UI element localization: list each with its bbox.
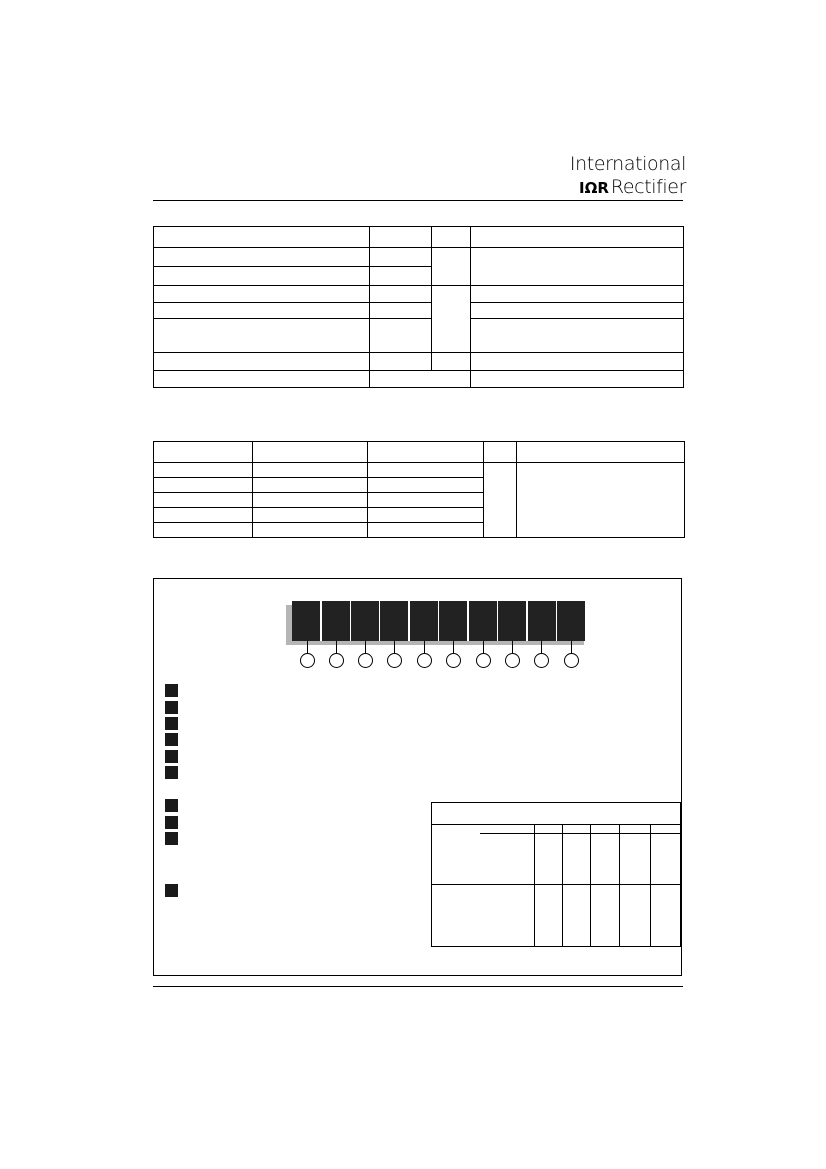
table-cell <box>563 825 591 834</box>
table-cell <box>370 303 432 319</box>
table-row <box>154 371 684 388</box>
table-cell <box>480 825 535 834</box>
table-cell <box>370 286 432 303</box>
table-cell <box>370 371 471 388</box>
table-cell <box>368 493 484 508</box>
code-index-circle <box>564 653 579 668</box>
table-cell <box>620 834 651 885</box>
legend-bullet <box>165 750 178 763</box>
table-row <box>154 303 684 319</box>
table-cell <box>620 825 651 834</box>
legend-bullet <box>165 733 178 746</box>
code-connector-line <box>453 641 454 653</box>
table-cell <box>370 267 432 286</box>
table-cell <box>368 442 484 463</box>
table-cell <box>471 286 684 303</box>
table-cell <box>154 493 253 508</box>
code-index-circle <box>358 653 373 668</box>
table-cell <box>154 303 370 319</box>
table-cell <box>154 319 370 353</box>
code-index-circle <box>387 653 402 668</box>
code-index-circle <box>505 653 520 668</box>
code-index-circle <box>417 653 432 668</box>
code-connector-line <box>365 641 366 653</box>
part-code-box <box>469 601 497 641</box>
part-code-box <box>351 601 379 641</box>
table-cell <box>432 834 535 885</box>
table-cell <box>591 885 620 947</box>
table-cell <box>253 463 368 478</box>
table-cell <box>432 248 471 286</box>
part-code-box <box>410 601 438 641</box>
table-cell <box>253 478 368 493</box>
table-cell <box>154 353 370 371</box>
code-shadow-bottom <box>286 641 584 645</box>
table-row <box>154 286 684 303</box>
table-cell <box>471 371 684 388</box>
part-code-box <box>557 601 585 641</box>
logo-rectifier-text: Rectifier <box>610 176 686 198</box>
table-cell <box>651 885 681 947</box>
table-cell <box>432 286 471 353</box>
legend-bullet <box>165 816 178 829</box>
voltage-code-table <box>431 802 681 947</box>
code-index-circle <box>476 653 491 668</box>
footer-rule <box>153 986 683 987</box>
table-row <box>154 319 684 353</box>
table-cell <box>432 825 480 834</box>
table-cell <box>535 825 563 834</box>
table-cell <box>368 523 484 538</box>
table-cell <box>253 442 368 463</box>
table-cell <box>370 353 432 371</box>
table-cell <box>432 353 471 371</box>
table-cell <box>471 353 684 371</box>
code-connector-line <box>307 641 308 653</box>
table-cell <box>484 442 517 463</box>
ratings-table <box>153 441 685 538</box>
table-row <box>154 353 684 371</box>
table-cell <box>154 267 370 286</box>
table-row <box>154 227 684 248</box>
table-cell <box>253 508 368 523</box>
table-cell <box>651 825 681 834</box>
table-cell <box>368 463 484 478</box>
table-cell <box>154 508 253 523</box>
code-index-circle <box>300 653 315 668</box>
table-cell <box>154 371 370 388</box>
table-row <box>432 825 681 834</box>
code-index-circle <box>329 653 344 668</box>
legend-bullet <box>165 701 178 714</box>
table-cell <box>563 834 591 885</box>
part-code-box <box>322 601 350 641</box>
part-code-box <box>439 601 467 641</box>
table-cell <box>368 508 484 523</box>
table-cell <box>517 463 685 538</box>
table-row <box>432 834 681 885</box>
code-connector-line <box>571 641 572 653</box>
table-cell <box>471 248 684 286</box>
table-cell <box>154 463 253 478</box>
header-rule <box>153 200 683 201</box>
company-logo <box>560 152 686 199</box>
table-row <box>154 442 685 463</box>
table-cell <box>432 803 681 825</box>
table-cell <box>651 834 681 885</box>
table-row <box>432 803 681 825</box>
table-cell <box>253 523 368 538</box>
ir-logo-mark: IΩR <box>579 179 609 197</box>
legend-bullet <box>165 766 178 779</box>
table-cell <box>471 319 684 353</box>
table-cell <box>253 493 368 508</box>
part-code-box <box>528 601 556 641</box>
table-cell <box>154 523 253 538</box>
table-cell <box>471 303 684 319</box>
code-connector-line <box>424 641 425 653</box>
table-row <box>154 463 685 478</box>
table-cell <box>591 825 620 834</box>
code-connector-line <box>483 641 484 653</box>
table-cell <box>620 885 651 947</box>
part-code-box <box>292 601 320 641</box>
code-connector-line <box>512 641 513 653</box>
code-index-circle <box>446 653 461 668</box>
legend-bullet <box>165 799 178 812</box>
table-cell <box>471 227 684 248</box>
code-connector-line <box>541 641 542 653</box>
table-row <box>432 885 681 947</box>
part-code-box <box>498 601 526 641</box>
table-cell <box>535 834 563 885</box>
legend-bullet <box>165 717 178 730</box>
table-cell <box>368 478 484 493</box>
table-cell <box>535 885 563 947</box>
table-cell <box>154 478 253 493</box>
legend-bullet <box>165 684 178 697</box>
legend-bullet <box>165 832 178 845</box>
table-cell <box>370 319 432 353</box>
table-cell <box>154 248 370 267</box>
code-connector-line <box>394 641 395 653</box>
logo-line-rectifier <box>560 176 686 199</box>
legend-bullet <box>165 884 178 897</box>
table-cell <box>517 442 685 463</box>
electrical-specs-table <box>153 226 684 388</box>
logo-line-international: International <box>569 153 686 175</box>
table-cell <box>154 286 370 303</box>
table-cell <box>154 227 370 248</box>
table-cell <box>432 227 471 248</box>
table-cell <box>591 834 620 885</box>
table-cell <box>370 248 432 267</box>
table-cell <box>370 227 432 248</box>
table-cell <box>563 885 591 947</box>
table-cell <box>154 442 253 463</box>
code-connector-line <box>336 641 337 653</box>
code-index-circle <box>534 653 549 668</box>
table-cell <box>432 885 535 947</box>
table-row <box>154 248 684 267</box>
table-cell <box>484 463 517 538</box>
part-code-box <box>380 601 408 641</box>
